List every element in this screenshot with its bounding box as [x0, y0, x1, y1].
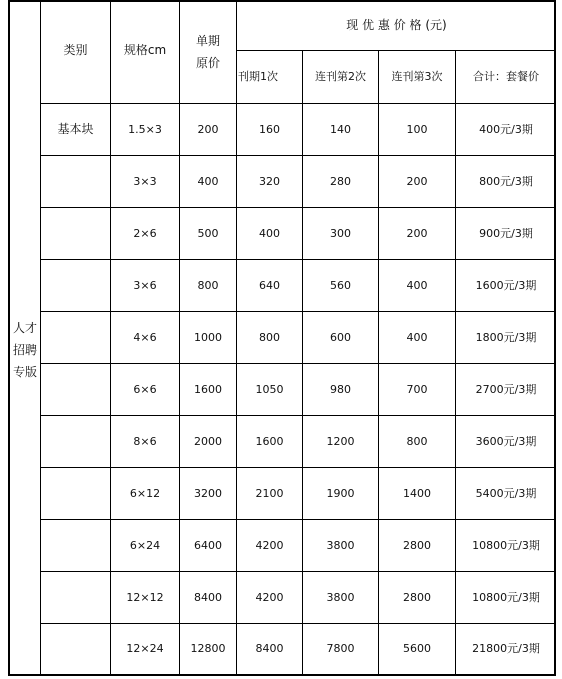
table-cell-pkg: 21800元/3期	[472, 642, 540, 656]
table-cell-p2: 7800	[326, 642, 355, 656]
table-cell-pkg: 900元/3期	[479, 226, 533, 240]
table-cell-p3: 400	[406, 330, 428, 344]
table-cell-p1: 2100	[255, 486, 284, 500]
table-cell-original: 6400	[194, 538, 222, 552]
table-cell-original: 1600	[194, 382, 222, 396]
table-cell-original: 500	[197, 226, 219, 240]
table-cell-pkg: 10800元/3期	[472, 538, 540, 552]
table-cell-p1: 800	[259, 330, 280, 344]
table-cell-p1: 4200	[255, 538, 284, 552]
table-cell-p1: 8400	[255, 642, 284, 656]
table-cell-p3: 400	[406, 278, 428, 292]
table-cell-spec: 6×12	[129, 486, 161, 500]
header-original-price	[180, 28, 236, 76]
table-cell-pkg: 1800元/3期	[475, 330, 537, 344]
table-cell-p3: 700	[406, 382, 428, 396]
table-cell-p3: 200	[406, 174, 428, 188]
table-cell-p2: 280	[330, 174, 351, 188]
table-cell-spec: 8×6	[133, 434, 157, 448]
table-cell-p2: 140	[330, 122, 351, 136]
header-spec: 规格cm	[123, 43, 167, 57]
header-issue2: 连刊第2次	[315, 70, 366, 84]
table-cell-spec: 1.5×3	[128, 122, 162, 136]
table-cell-pkg: 5400元/3期	[475, 486, 537, 500]
side-category-line: 专版	[12, 365, 37, 379]
table-cell-p2: 600	[330, 330, 351, 344]
table-cell-p3: 2800	[403, 538, 431, 552]
table-cell-original: 2000	[194, 434, 222, 448]
table-cell-p3: 1400	[403, 486, 431, 500]
table-cell-original: 400	[197, 174, 219, 188]
table-cell-spec: 3×3	[133, 174, 157, 188]
table-cell-spec: 12×12	[126, 590, 164, 604]
table-cell-p1: 320	[259, 174, 280, 188]
table-cell-p1: 4200	[255, 590, 284, 604]
table-cell-p2: 3800	[326, 538, 355, 552]
table-cell-spec: 4×6	[133, 330, 157, 344]
table-cell-p3: 800	[406, 434, 428, 448]
table-cell-spec: 3×6	[133, 278, 157, 292]
table-cell-pkg: 1600元/3期	[475, 278, 537, 292]
table-cell-p2: 980	[330, 382, 351, 396]
side-category	[10, 315, 40, 385]
table-cell-spec: 12×24	[126, 642, 164, 656]
header-issue1: 刊期1次	[238, 70, 278, 84]
table-cell-p2: 1200	[326, 434, 355, 448]
table-cell-original: 800	[197, 278, 219, 292]
table-cell-p3: 200	[406, 226, 428, 240]
header-package: 合计：套餐价	[473, 70, 539, 84]
table-cell-pkg: 10800元/3期	[472, 590, 540, 604]
table-cell-original: 3200	[194, 486, 222, 500]
header-original-line1: 单期	[195, 34, 220, 48]
table-cell-p2: 560	[330, 278, 351, 292]
table-cell-original: 200	[197, 122, 219, 136]
table-cell-p1: 400	[259, 226, 280, 240]
table-cell-pkg: 2700元/3期	[475, 382, 537, 396]
table-cell-p1: 1050	[255, 382, 284, 396]
row-category: 基本块	[57, 122, 94, 136]
table-cell-pkg: 800元/3期	[479, 174, 533, 188]
table-cell-original: 8400	[194, 590, 222, 604]
table-cell-pkg: 3600元/3期	[475, 434, 537, 448]
table-cell-p3: 5600	[403, 642, 431, 656]
side-category-line: 招聘	[12, 343, 37, 357]
table-cell-spec: 6×6	[133, 382, 157, 396]
table-cell-p1: 160	[259, 122, 280, 136]
table-cell-p1: 640	[259, 278, 280, 292]
table-cell-p2: 1900	[326, 486, 355, 500]
table-cell-spec: 6×24	[129, 538, 161, 552]
header-discount-title: 现 优 惠 价 格 (元)	[346, 17, 447, 32]
table-cell-p2: 3800	[326, 590, 355, 604]
header-original-line2: 原价	[195, 56, 220, 70]
table-cell-p2: 300	[330, 226, 351, 240]
table-cell-spec: 2×6	[133, 226, 157, 240]
table-cell-p3: 100	[406, 122, 428, 136]
table-cell-pkg: 400元/3期	[479, 122, 533, 136]
header-category: 类别	[63, 43, 88, 57]
table-cell-original: 1000	[194, 330, 222, 344]
side-category-line: 人才	[12, 321, 37, 335]
table-cell-p3: 2800	[403, 590, 431, 604]
table-cell-p1: 1600	[255, 434, 284, 448]
table-cell-original: 12800	[190, 642, 226, 656]
header-issue3: 连刊第3次	[391, 70, 443, 84]
